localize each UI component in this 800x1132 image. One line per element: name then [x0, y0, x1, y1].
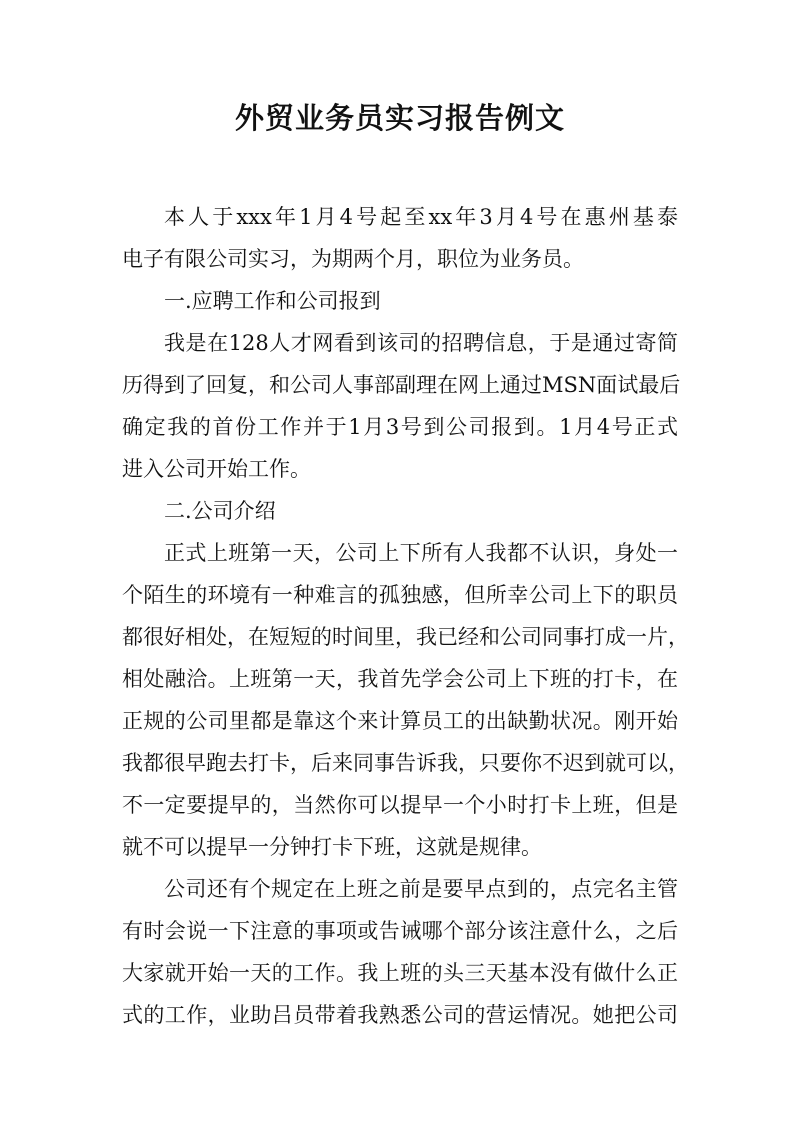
text-line: 就不可以提早一分钟打卡下班，这就是规律。 — [122, 835, 542, 859]
text-line: 确定我的首份工作并于1月3号到公司报到。1月4号正式 — [122, 415, 678, 439]
paragraph-4-line-3 — [0, 958, 800, 988]
text-line: 公司还有个规定在上班之前是要早点到的，点完名主管 — [164, 877, 678, 901]
document-title: 外贸业务员实习报告例文 — [234, 101, 565, 135]
paragraph-intro-line-2 — [0, 244, 800, 274]
section-heading-2 — [0, 496, 800, 526]
text-line: 个陌生的环境有一种难言的孤独感，但所幸公司上下的职员 — [122, 583, 678, 607]
paragraph-3-line-5 — [0, 706, 800, 736]
paragraph-3-line-1 — [0, 538, 800, 568]
paragraph-4-line-4 — [0, 1000, 800, 1030]
section-heading-text: 二.公司介绍 — [164, 499, 276, 523]
text-line: 进入公司开始工作。 — [122, 457, 311, 481]
text-line: 相处融洽。上班第一天，我首先学会公司上下班的打卡，在 — [122, 667, 678, 691]
text-line: 都很好相处，在短短的时间里，我已经和公司同事打成一片， — [122, 625, 689, 649]
text-line: 我都很早跑去打卡，后来同事告诉我，只要你不迟到就可以， — [122, 751, 689, 775]
text-line: 电子有限公司实习，为期两个月，职位为业务员。 — [122, 247, 584, 271]
paragraph-2-line-1 — [0, 328, 800, 358]
paragraph-3-line-3 — [0, 622, 800, 652]
section-heading-1 — [0, 286, 800, 316]
paragraph-3-line-6 — [0, 748, 800, 778]
paragraph-3-line-7 — [0, 790, 800, 820]
paragraph-2-line-3 — [0, 412, 800, 442]
text-line: 大家就开始一天的工作。我上班的头三天基本没有做什么正 — [122, 961, 678, 985]
text-line: 有时会说一下注意的事项或告诫哪个部分该注意什么，之后 — [122, 919, 678, 943]
text-line: 正式上班第一天，公司上下所有人我都不认识，身处一 — [164, 541, 678, 565]
paragraph-2-line-4 — [0, 454, 800, 484]
text-line: 本人于xxx年1月4号起至xx年3月4号在惠州基泰 — [164, 205, 678, 229]
text-line: 式的工作，业助吕员带着我熟悉公司的营运情况。她把公司 — [122, 1003, 678, 1027]
text-line: 正规的公司里都是靠这个来计算员工的出缺勤状况。刚开始 — [122, 709, 678, 733]
paragraph-intro-line-1 — [0, 202, 800, 232]
text-line: 不一定要提早的，当然你可以提早一个小时打卡上班，但是 — [122, 793, 678, 817]
text-line: 历得到了回复，和公司人事部副理在网上通过MSN面试最后 — [122, 373, 681, 397]
paragraph-3-line-2 — [0, 580, 800, 610]
paragraph-3-line-4 — [0, 664, 800, 694]
section-heading-text: 一.应聘工作和公司报到 — [164, 289, 381, 313]
paragraph-3-line-8 — [0, 832, 800, 862]
paragraph-2-line-2 — [0, 370, 800, 400]
paragraph-4-line-2 — [0, 916, 800, 946]
paragraph-4-line-1 — [0, 874, 800, 904]
text-line: 我是在128人才网看到该司的招聘信息，于是通过寄简 — [164, 331, 678, 355]
